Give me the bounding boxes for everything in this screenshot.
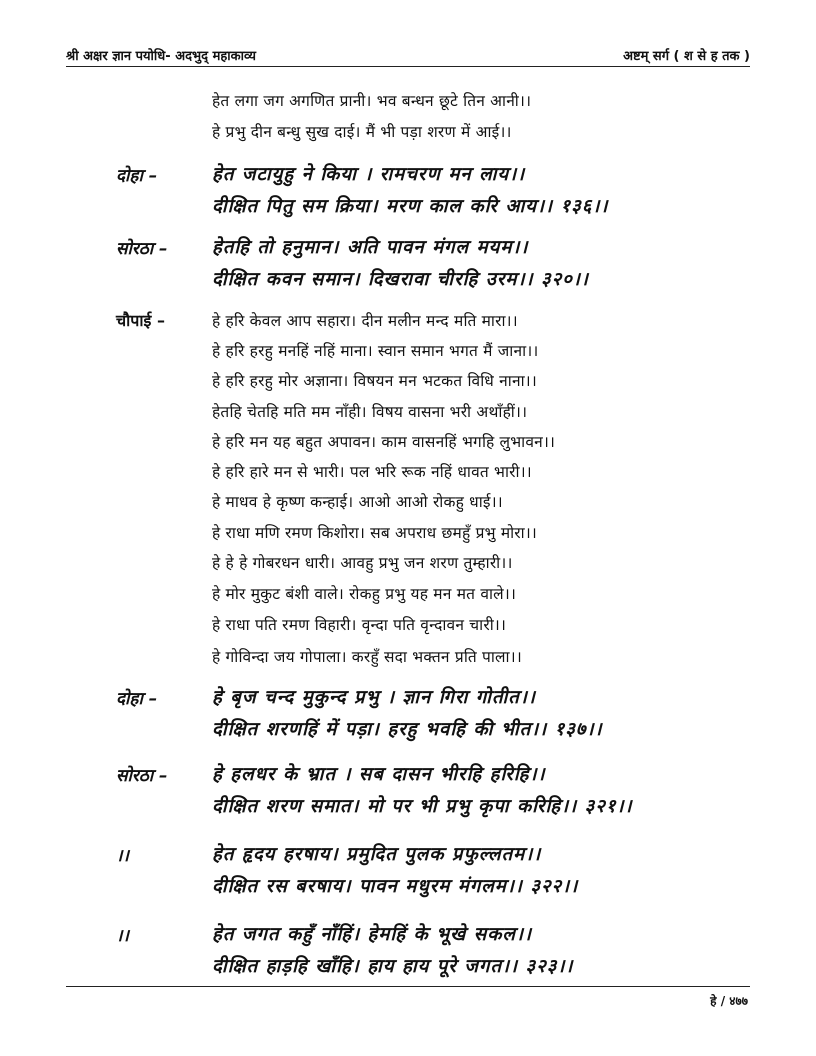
verse-line: हे हरि केवल आप सहारा। दीन मलीन मन्द मति मारा।। (212, 312, 518, 330)
verse-line: हे मोर मुकुट बंशी वाले। रोकहु प्रभु यह मन मत वाले।। (212, 585, 517, 603)
verse-line: हे गोविन्दा जय गोपाला। करहुँ सदा भक्तन प्रति पाला।। (212, 648, 522, 666)
verse-line: हे हरि हरहु मोर अज्ञाना। विषयन मन भटकत विधि नाना।। (212, 372, 537, 390)
repeat-label: ।। (116, 926, 129, 946)
verse-line: दीक्षित शरणहिं में पड़ा। हरहु भवहि की भीत।। १३७।। (212, 719, 603, 740)
doha-label: दोहा – (116, 689, 158, 709)
verse-line: हे माधव हे कृष्ण कन्हाई। आओ आओ रोकहु धाई।। (212, 493, 503, 511)
verse-line: दीक्षित शरण समात। मो पर भी प्रभु कृपा करिहि।। ३२१।। (212, 796, 633, 817)
verse-line: हे हरि हरहु मनहिं नहिं माना। स्वान समान भगत मैं जाना।। (212, 342, 539, 360)
book-title: श्री अक्षर ज्ञान पयोधि- अदभुद् महाकाव्य (66, 49, 256, 64)
chapter-title: अष्टम् सर्ग ( श से ह तक ) (623, 49, 750, 64)
chaupai-label: चौपाई – (116, 311, 165, 330)
verse-line: हे प्रभु दीन बन्धु सुख दाई। मैं भी पड़ा शरण में आई।। (212, 123, 512, 141)
verse-line: दीक्षित पितु सम क्रिया। मरण काल करि आय।। १३६।। (212, 196, 609, 217)
verse-line: हे हरि हारे मन से भारी। पल भरि रूक नहिं धावत भारी।। (212, 463, 532, 481)
verse-line: दीक्षित रस बरषाय। पावन मधुरम मंगलम।। ३२२।। (212, 876, 579, 897)
verse-line: हेत लगा जग अगणित प्रानी। भव बन्धन छूटे तिन आनी।। (212, 92, 532, 110)
soratha-label: सोरठा – (116, 766, 168, 786)
verse-line: हे बृज चन्द मुकुन्द प्रभु । ज्ञान गिरा गोतीत।। (212, 687, 536, 708)
verse-line: हे राधा मणि रमण किशोरा। सब अपराध छमहुँ प्रभु मोरा।। (212, 524, 538, 542)
verse-line: दीक्षित कवन समान। दिखरावा चीरहि उरम।। ३२०।। (212, 269, 589, 290)
verse-line: हे हलधर के भ्रात । सब दासन भीरहि हरिहि।। (212, 764, 546, 785)
doha-label: दोहा – (116, 166, 158, 186)
verse-line: हेत हृदय हरषाय। प्रमुदित पुलक प्रफुल्लतम।। (212, 844, 542, 865)
footer-divider (66, 986, 750, 987)
verse-line: हेतहि तो हनुमान। अति पावन मंगल मयम।। (212, 237, 529, 258)
verse-line: हेत जगत कहुँ नाँहिं। हेमहिं के भूखे सकल।। (212, 924, 532, 945)
soratha-label: सोरठा – (116, 239, 168, 259)
verse-line: दीक्षित हाड़हि खाँहि। हाय हाय पूरे जगत।। ३२३।। (212, 956, 574, 977)
page-number: हे / ४७७ (710, 994, 748, 1008)
verse-line: हे हरि मन यह बहुत अपावन। काम वासनहिं भगहि लुभावन।। (212, 433, 556, 451)
verse-line: हेत जटायुहु ने किया । रामचरण मन लाय।। (212, 164, 526, 185)
verse-line: हे राधा पति रमण विहारी। वृन्दा पति वृन्दावन चारी।। (212, 616, 507, 634)
verse-line: हेतहि चेतहि मति मम नाँही। विषय वासना भरी अथाँहीं।। (212, 403, 528, 421)
page-header (66, 42, 750, 67)
verse-line: हे हे हे गोबरधन धारी। आवहु प्रभु जन शरण तुम्हारी।। (212, 554, 513, 572)
repeat-label: ।। (116, 846, 129, 866)
